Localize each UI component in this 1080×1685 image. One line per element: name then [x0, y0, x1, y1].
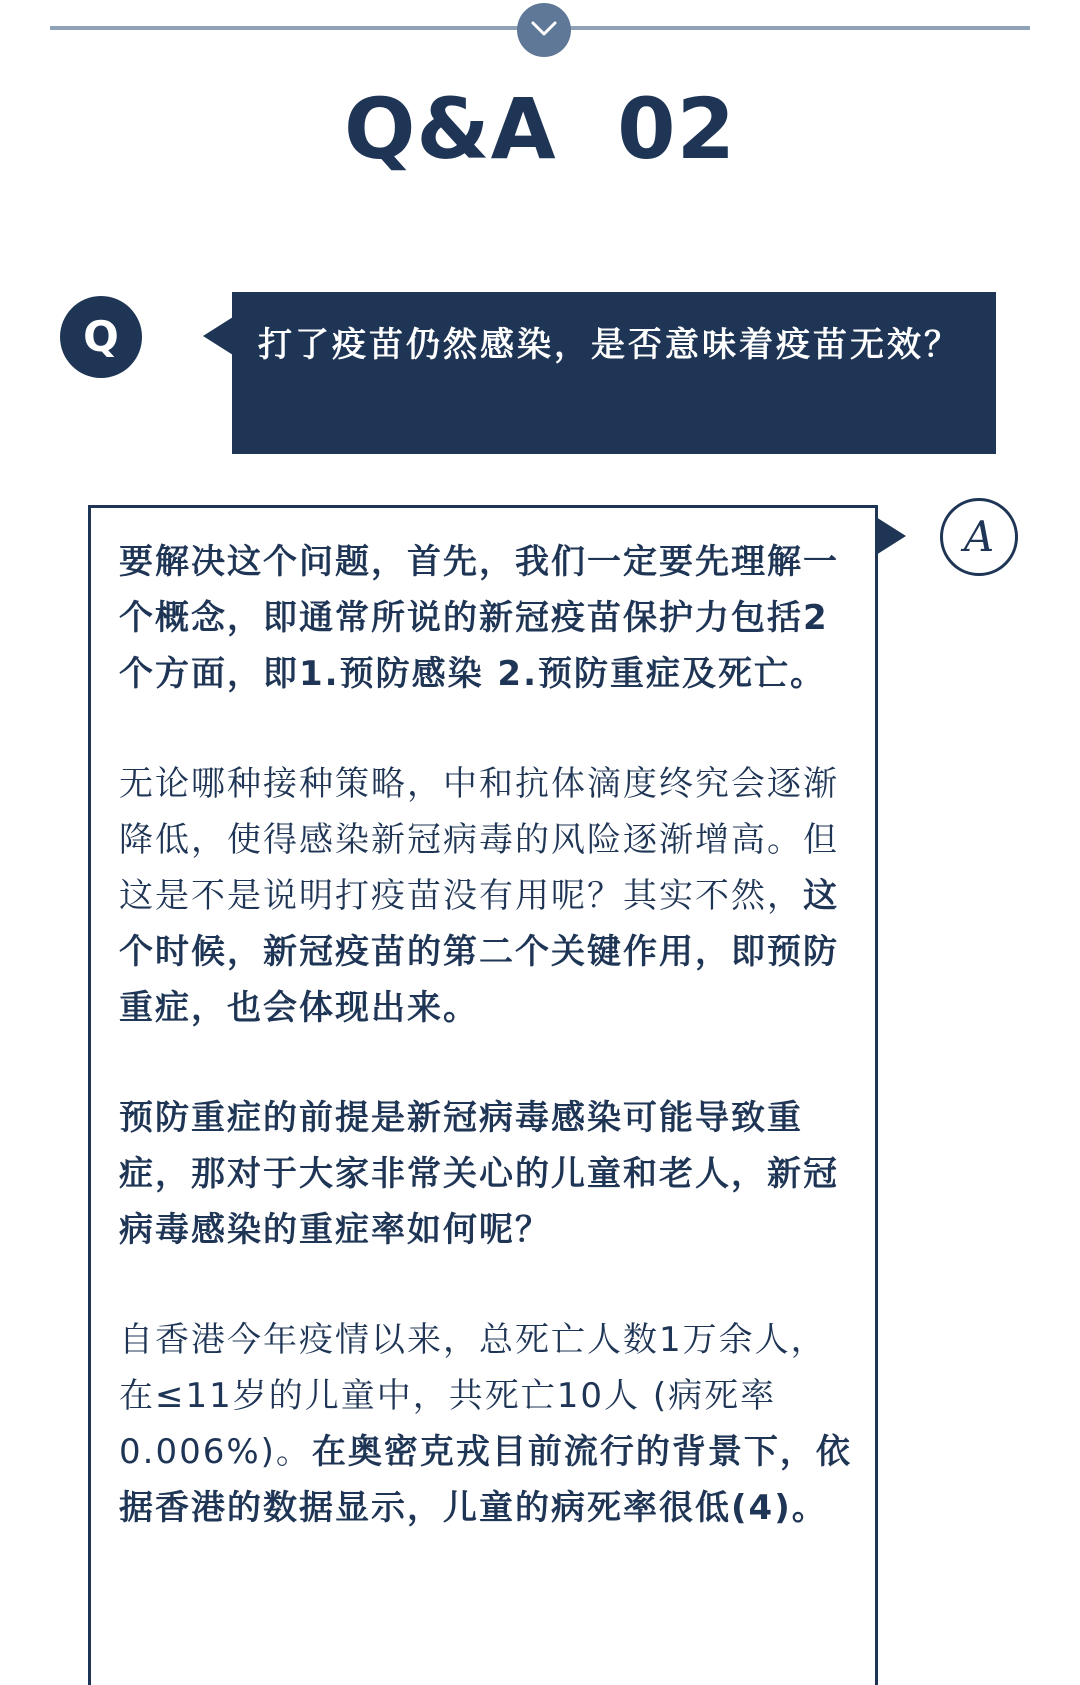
answer-paragraph-4 — [119, 1312, 853, 1536]
page-title: Q&A 02 — [343, 80, 737, 178]
answer-paragraph-3: 预防重症的前提是新冠病毒感染可能导致重症，那对于大家非常关心的儿童和老人，新冠病毒感染的重症率如何呢？ — [119, 1098, 839, 1250]
question-bubble-pointer — [203, 317, 233, 355]
answer-box — [88, 505, 878, 1685]
answer-paragraph-2-normal: 无论哪种接种策略，中和抗体滴度终究会逐渐降低，使得感染新冠病毒的风险逐渐增高。但这是不是说明打疫苗没有用呢？其实不然， — [119, 764, 839, 916]
answer-avatar-label: A — [963, 512, 995, 561]
answer-paragraph-1: 要解决这个问题，首先，我们一定要先理解一个概念，即通常所说的新冠疫苗保护力包括2个方面，即1.预防感染 2.预防重症及死亡。 — [119, 542, 839, 694]
chevron-down-icon — [530, 19, 558, 39]
answer-paragraph-4-normal: 自香港今年疫情以来，总死亡人数1万余人，在≤11岁的儿童中，共死亡10人 (病死率0.006%)。 — [119, 1320, 827, 1472]
divider-badge — [517, 3, 571, 57]
question-bubble — [232, 292, 996, 454]
answer-paragraph-2 — [119, 756, 853, 1036]
question-avatar: Q — [60, 296, 142, 378]
answer-avatar — [940, 498, 1018, 576]
answer-bubble-pointer — [876, 517, 906, 555]
answer-paragraph-2-bold: 这个时候，新冠疫苗的第二个关键作用，即预防重症，也会体现出来。 — [119, 876, 839, 1028]
answer-paragraph-4-bold: 在奥密克戎目前流行的背景下，依据香港的数据显示，儿童的病死率很低(4)。 — [119, 1432, 852, 1528]
question-text: 打了疫苗仍然感染，是否意味着疫苗无效？ — [258, 325, 961, 365]
